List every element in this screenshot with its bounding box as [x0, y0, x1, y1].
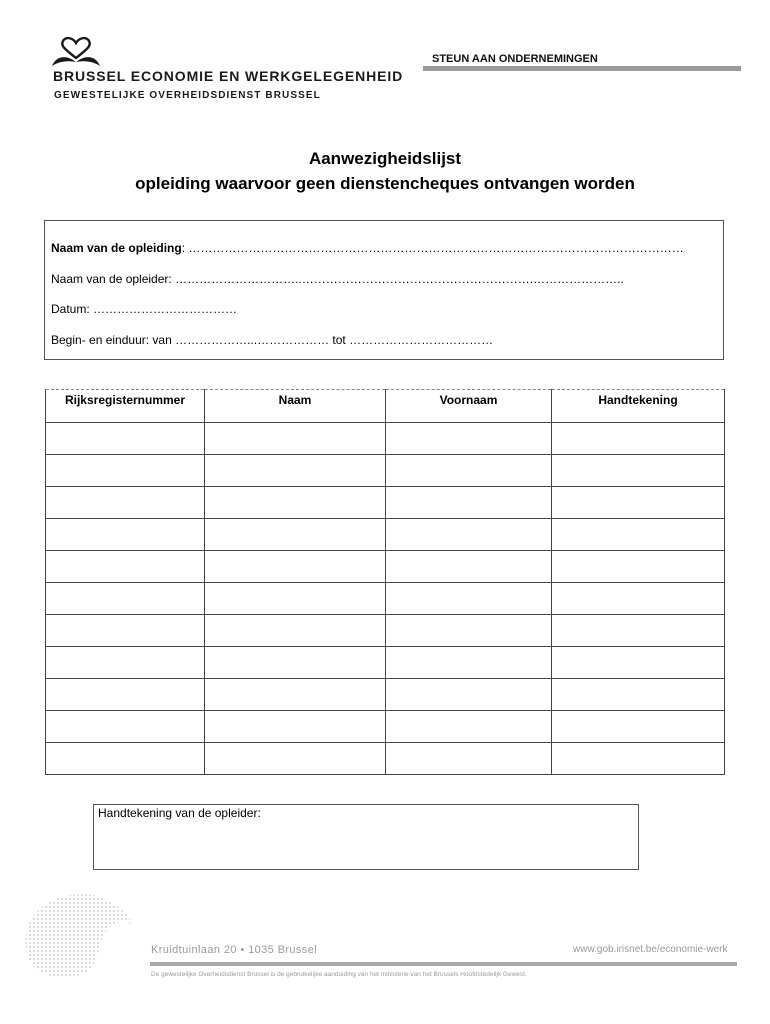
trainer-signature-label: Handtekening van de opleider: — [98, 806, 261, 820]
table-cell[interactable] — [552, 679, 725, 711]
table-row — [46, 647, 725, 679]
table-cell[interactable] — [552, 551, 725, 583]
table-row — [46, 583, 725, 615]
section-bar — [423, 66, 741, 71]
table-cell[interactable] — [205, 615, 386, 647]
column-header-rijksregisternummer: Rijksregisternummer — [46, 390, 205, 423]
table-cell[interactable] — [46, 743, 205, 775]
table-cell[interactable] — [46, 615, 205, 647]
training-name-label: Naam van de opleiding — [51, 241, 182, 255]
footer-website: www.gob.irisnet.be/economie-werk — [573, 944, 728, 955]
table-row — [46, 711, 725, 743]
footer-disclaimer: De gewestelijke Overheidsdienst Brussel is de gebruikelijke aanduiding van het ministerie van het Brussels Hoofdstedelijk Gewest. — [151, 971, 527, 978]
table-cell[interactable] — [386, 615, 552, 647]
table-cell[interactable] — [386, 551, 552, 583]
table-cell[interactable] — [205, 679, 386, 711]
attendance-table — [45, 389, 725, 775]
table-cell[interactable] — [46, 519, 205, 551]
table-cell[interactable] — [46, 711, 205, 743]
table-row — [46, 423, 725, 455]
table-cell[interactable] — [46, 423, 205, 455]
table-header-row — [46, 390, 725, 423]
table-cell[interactable] — [386, 679, 552, 711]
table-cell[interactable] — [46, 487, 205, 519]
footer-address: Kruidtuinlaan 20 • 1035 Brussel — [151, 944, 318, 956]
table-cell[interactable] — [205, 743, 386, 775]
table-cell[interactable] — [386, 583, 552, 615]
table-cell[interactable] — [46, 551, 205, 583]
table-cell[interactable] — [46, 679, 205, 711]
table-cell[interactable] — [386, 743, 552, 775]
table-cell[interactable] — [386, 519, 552, 551]
table-row — [46, 519, 725, 551]
date-field[interactable]: Datum: ……………………………… — [51, 302, 238, 316]
table-row — [46, 455, 725, 487]
title-line-2: opleiding waarvoor geen dienstencheques ontvangen worden — [135, 174, 635, 193]
title-line-1: Aanwezigheidslijst — [308, 149, 462, 168]
table-cell[interactable] — [205, 455, 386, 487]
organization-subtitle: GEWESTELIJKE OVERHEIDSDIENST BRUSSEL — [54, 90, 321, 101]
table-cell[interactable] — [386, 423, 552, 455]
table-cell[interactable] — [552, 711, 725, 743]
table-cell[interactable] — [205, 583, 386, 615]
table-cell[interactable] — [46, 455, 205, 487]
table-row — [46, 679, 725, 711]
heart-swirl-logo-icon — [50, 36, 102, 70]
table-cell[interactable] — [552, 647, 725, 679]
table-row — [46, 615, 725, 647]
table-cell[interactable] — [205, 423, 386, 455]
training-name-value: : ……………………………………………………………………………….…………………………… — [181, 241, 684, 255]
table-cell[interactable] — [552, 583, 725, 615]
dotted-drop-decoration-icon — [20, 885, 140, 980]
table-row — [46, 551, 725, 583]
column-header-voornaam: Voornaam — [386, 390, 552, 423]
table-cell[interactable] — [46, 647, 205, 679]
table-cell[interactable] — [205, 551, 386, 583]
column-header-naam: Naam — [205, 390, 386, 423]
table-cell[interactable] — [386, 711, 552, 743]
table-row — [46, 743, 725, 775]
document-title — [0, 146, 770, 196]
hours-field[interactable]: Begin- en einduur: van ………………...……………… tot ……………………………… — [51, 333, 494, 347]
training-name-field[interactable] — [51, 241, 684, 255]
table-cell[interactable] — [386, 647, 552, 679]
table-cell[interactable] — [552, 455, 725, 487]
table-cell[interactable] — [552, 519, 725, 551]
table-cell[interactable] — [205, 519, 386, 551]
table-cell[interactable] — [552, 487, 725, 519]
column-header-handtekening: Handtekening — [552, 390, 725, 423]
table-cell[interactable] — [552, 615, 725, 647]
table-cell[interactable] — [386, 455, 552, 487]
trainer-name-field[interactable]: Naam van de opleider: …………………………..………………………………………………….………………….. — [51, 272, 624, 286]
table-cell[interactable] — [205, 487, 386, 519]
table-cell[interactable] — [552, 743, 725, 775]
footer-bar — [150, 962, 737, 966]
table-row — [46, 487, 725, 519]
table-cell[interactable] — [205, 711, 386, 743]
table-cell[interactable] — [552, 423, 725, 455]
table-cell[interactable] — [46, 583, 205, 615]
section-label: STEUN AAN ONDERNEMINGEN — [432, 53, 598, 65]
table-cell[interactable] — [386, 487, 552, 519]
table-cell[interactable] — [205, 647, 386, 679]
organization-name: BRUSSEL ECONOMIE EN WERKGELEGENHEID — [53, 68, 404, 84]
